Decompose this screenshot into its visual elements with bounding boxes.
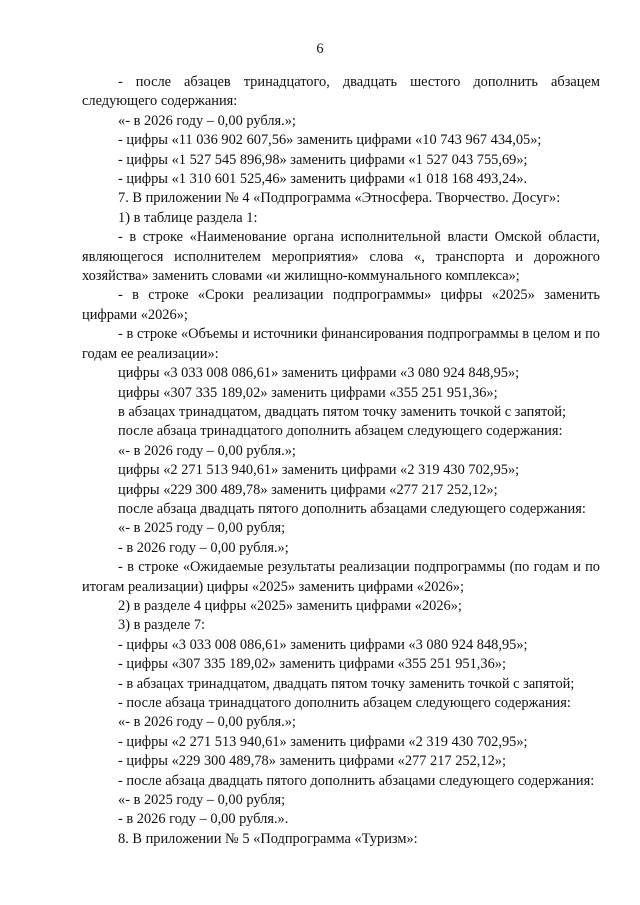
paragraph: 7. В приложении № 4 «Подпрограмма «Этносфера. Творчество. Досуг»: <box>118 190 561 207</box>
paragraph: - после абзаца двадцать пятого дополнить абзацами следующего содержания: <box>118 772 595 789</box>
paragraph: 3) в разделе 7: <box>118 617 206 634</box>
paragraph: цифры «307 335 189,02» заменить цифрами «355 251 951,36»; <box>118 384 498 401</box>
paragraph: - в 2026 году – 0,00 рубля.». <box>118 811 289 828</box>
paragraph: - цифры «11 036 902 607,56» заменить цифрами «10 743 967 434,05»; <box>118 132 542 149</box>
paragraph: - цифры «307 335 189,02» заменить цифрами «355 251 951,36»; <box>118 656 506 673</box>
paragraph: - после абзацев тринадцатого, двадцать шестого дополнить абзацем следующего содержания: <box>82 74 600 110</box>
paragraph: 1) в таблице раздела 1: <box>118 209 258 226</box>
paragraph: - после абзаца тринадцатого дополнить абзацем следующего содержания: <box>118 695 571 711</box>
paragraph: цифры «2 271 513 940,61» заменить цифрами «2 319 430 702,95»; <box>118 462 520 479</box>
paragraph: - цифры «3 033 008 086,61» заменить цифрами «3 080 924 848,95»; <box>118 636 528 653</box>
paragraph: - цифры «229 300 489,78» заменить цифрами «277 217 252,12»; <box>118 753 506 770</box>
paragraph: - в абзацах тринадцатом, двадцать пятом точку заменить точкой с запятой; <box>118 675 575 692</box>
paragraph: «- в 2025 году – 0,00 рубля; <box>118 520 286 537</box>
paragraph: - в строке «Наименование органа исполнительной власти Омской области, являющегося исполнителем мероприятия» слова «, транспорта и дорожного хозяйства» заменить словами «и жилищно-коммунального комплекса»; <box>82 229 600 285</box>
page-number: 6 <box>316 41 324 57</box>
paragraph: 8. В приложении № 5 «Подпрограмма «Туризм»: <box>118 830 418 847</box>
paragraph: - в 2026 году – 0,00 рубля.»; <box>118 539 289 556</box>
paragraph: цифры «3 033 008 086,61» заменить цифрами «3 080 924 848,95»; <box>118 365 520 382</box>
paragraph: - в строке «Ожидаемые результаты реализации подпрограммы (по годам и по итогам реализации) цифры «2025» заменить цифрами «2026»; <box>82 559 600 595</box>
paragraph: - цифры «1 310 601 525,46» заменить цифрами «1 018 168 493,24». <box>118 171 528 188</box>
paragraph: «- в 2026 году – 0,00 рубля.»; <box>118 112 296 129</box>
paragraph: «- в 2025 году – 0,00 рубля; <box>118 792 286 809</box>
paragraph: цифры «229 300 489,78» заменить цифрами «277 217 252,12»; <box>118 481 498 498</box>
paragraph: «- в 2026 году – 0,00 рубля.»; <box>118 714 296 731</box>
paragraph: после абзаца двадцать пятого дополнить абзацами следующего содержания: <box>118 500 586 517</box>
paragraph: - в строке «Объемы и источники финансирования подпрограммы в целом и по годам ее реализации»: <box>82 326 600 362</box>
paragraph: - цифры «1 527 545 896,98» заменить цифрами «1 527 043 755,69»; <box>118 151 528 168</box>
paragraph: «- в 2026 году – 0,00 рубля.»; <box>118 442 296 459</box>
paragraph: - в строке «Сроки реализации подпрограммы» цифры «2025» заменить цифрами «2026»; <box>82 287 600 323</box>
document-body <box>82 73 600 849</box>
paragraph: в абзацах тринадцатом, двадцать пятом точку заменить точкой с запятой; <box>118 403 566 420</box>
paragraph: 2) в разделе 4 цифры «2025» заменить цифрами «2026»; <box>118 597 462 614</box>
paragraph: - цифры «2 271 513 940,61» заменить цифрами «2 319 430 702,95»; <box>118 733 528 750</box>
paragraph: после абзаца тринадцатого дополнить абзацем следующего содержания: <box>118 423 563 440</box>
